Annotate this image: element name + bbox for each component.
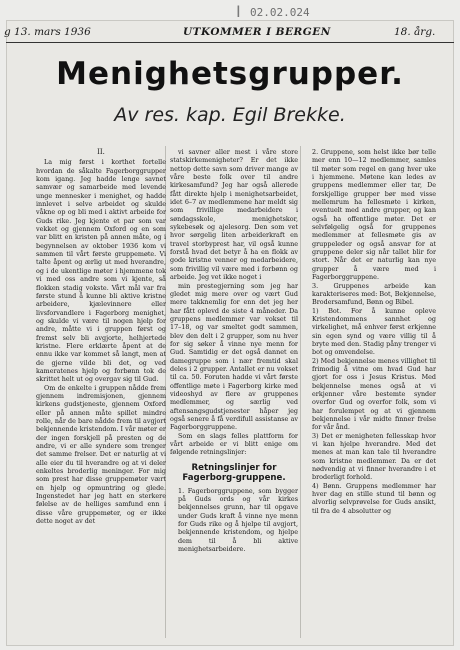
- guideline-subitem: 4) Bønn. Gruppens medlemmer har hver dag en stille stund til bønn og alvorlig selvprøvelse for Guds ansikt, til fra de 4 absolutter og: [312, 481, 436, 515]
- article-column-3: [304, 148, 436, 638]
- section-number: II.: [97, 148, 105, 156]
- guideline-subitem: 3) Det er menigheten fellesskap hvor vi kan hjelpe hverandre. Med det menes at man kan tale til hverandre som kristne medlemmer. Da er det nødvendig at vi finner hverandre i et broderligt forhold.: [312, 431, 436, 482]
- paragraph: vi savner aller mest i våre store statskirkemenigheter? Er det ikke nettop dette savn som driver mange av våre beste folk over til andre kirkesamfund? Jeg har også allerede fått direkte hjelp i menighetsarbeidet, idet 6–7 av medlemmene har meldt sig som frivillige medarbeidere i søndagsskole, menighetskor, sykebesøk og ajelesorg. Den som vet hvor sørgelig liten arbeiderkraft en travel storbyprest har, vil også kunne forstå hvad det betyr å ha en flokk av gode kristne venner og medarbeidere, som frivillig vil være med i forbønn og arbeide. Jeg vet ikke noget i: [170, 148, 298, 282]
- masthead-paper: UTKOMMER I BERGEN: [183, 26, 331, 38]
- masthead-year: 18. årg.: [394, 26, 436, 38]
- paragraph: Om de enkelte i gruppen nådde frem gjennem indremisjonen, gjennem kirkens gudstjeneste, gjennem Oxford eller på annen måte spillet mindre rolle, når de bare nådde frem til avgjort bekjennende kristendom. I vår møter er der ingen forskjell på presten og de andre, vi er alle syndere som trenger det samme frelser. Det er naturlig at vi alle eier du til hverandre og at vi deler enkeltes broderlig meninger. For mig som prest har disse gruppemøter vært en hjelp og opmuntring og glede. Ingenstedet har jeg hatt en sterkere følelse av de helliges samfund enn i disse våre gruppemøter, og er ikke dette noget av det: [36, 383, 166, 526]
- guideline-subitem: 1) Bot. For å kunne oplevе Kristendommens sannhet og virkelighet, må enhver først erkjenne sin egen synd og være villig til å bryte med den. Stadig påny trenger vi bot og omvendelse.: [312, 306, 436, 357]
- guideline-item: 3. Gruppenes arbeide kan karakteriseres med: Bot, Bekjennelse, Brodersamfund, Bønn og Bibel.: [312, 281, 436, 307]
- masthead-rule: [6, 42, 454, 43]
- byline: Av res. kap. Egil Brekke.: [114, 104, 346, 126]
- article-column-2: [170, 148, 298, 638]
- masthead: [0, 26, 460, 42]
- archive-hand-mark: I: [236, 2, 241, 21]
- article-column-1: [36, 148, 166, 638]
- paragraph: Som en slags felles plattform for vårt arbeide er vi blitt enige om følgende retningslinjer:: [170, 431, 298, 457]
- archive-catalog-id: 02.02.024: [250, 6, 310, 19]
- column-divider: [300, 146, 301, 638]
- paragraph: La mig først i korthet fortelle hvordan de såkalte Fagerborggrupper kom igang. Jeg hadde lenge savnet samvær og samarbeide med levende unge mennesker i menighet, og hadde innlevet i selve arbeidet og skulde våkne op og bli med i aktivt arbeide for Guds rike. Jeg kjente et par som var vekket og gjennem Oxford og en som var blitt en kristen på annen måte, og i begynnelsen av oktober 1936 kom vi sammen til vårt første gruppemøte. Vi talte åpent og ærlig ut med hverandre, og i de ukentlige møter i hjemmene tok vi med oss andre som vi kjente, så flokken stadig vokste. Vårt mål var fra første stund å kunne bli aktive kristne arbeidere, kjælevinnere eller livsforvandlere i Fagerborg menighet, og skulde vi være til nogen hjelp for andre, måtte vi i gruppen først og fremst selv bli avgjorte, helhjertede kristne. Flere erklærte åpent at de ennu ikke var kommet så langt, men at de gjerne vilde bli det, og ved kameratenes hjelp og forbønn tok de skrittet helt ut og overgav sig til Gud.: [36, 158, 166, 384]
- guideline-item: 1. Fagerborggruppene, som bygger på Guds ords og vår kirkes bekjennelses grunn, har til opgave under Guds kraft å vinne nye menn for Guds rike og å hjelpe til avgjort, bekjennende kristendom, og hjelpe dem til å bli aktive menighetsarbeidere.: [178, 486, 298, 554]
- headline: Menighetsgrupper.: [56, 56, 404, 92]
- paragraph: min prestegjerning som jeg har gledet mig mere over og vært Gud mere takknemlig for enn det jeg her har fått oplevd de siste 4 måneder. Da gruppens medlemmer var vokset til 17–18, og var smeltet godt sammen, blev den delt i 2 grupper, som nu hver for sig søker å vinne nye menn for Gud. Samtidig er det også dannet en damegruppe som i nær fremtid skal deles i 2 grupper. Antallet er nu vokset til ca. 50. Foruten hadde vi vårt første offentlige møte i Fagerborg kirke med videoshyd av flere av gruppenes medlemmer, og særlig ved aftensangsgudstjenester håper jeg også senere å få verdifull assistanse av Fagerborggruppene.: [170, 281, 298, 432]
- masthead-date: g 13. mars 1936: [4, 26, 91, 38]
- guidelines-heading: Retningslinjer for Fagerborg-gruppene.: [182, 462, 286, 483]
- guideline-subitem: 2) Med bekjennelse menes villighet til frimodig å vitne om hvad Gud har gjort for oss i Jesus Kristus. Med bekjennelse menes også at vi erkjenner våre bestemte synder overfor Gud og overfor folk, som vi har forulempet og at vi gjennem bekjennelse i vår midte finner frelse for vår ånd.: [312, 356, 436, 432]
- guideline-item: 2. Gruppene, som helst ikke bør telle mer enn 10—12 medlemmer, samles til møter som regel en gang hver uke i hjemmene. Møtene kan ledes av gruppens medlemmer eller tar, De forskjellige grupper bør med visse mellemrum ha fellesmøte i kirken, eventuelt med andre grupper, og kan også ha offentlige møter. Det er selvfølgelig også for gruppenes medlemmer at fellesmøte gis av gruppeleder og også ansvar for at gruppene deler sig når tallet blir for stort. Når det er naturlig kan nye grupper å være med i Fagerborggruppene.: [312, 148, 436, 282]
